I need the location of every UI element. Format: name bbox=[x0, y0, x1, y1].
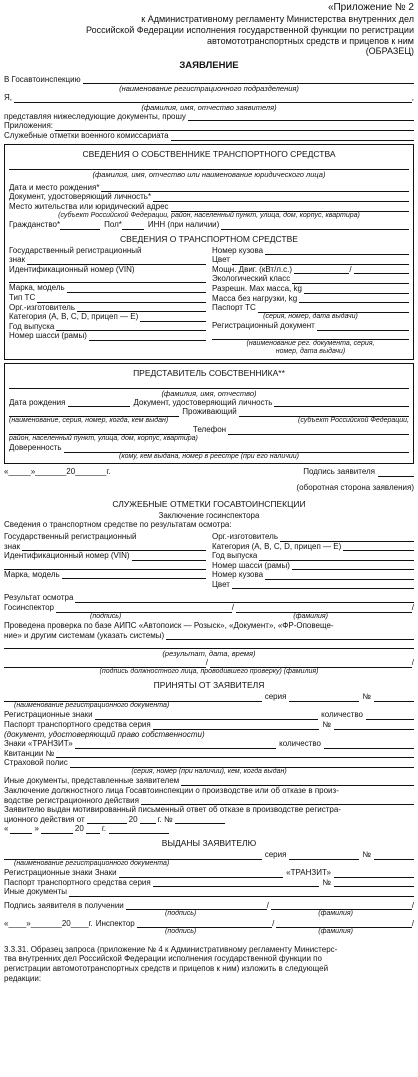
field-label: Год выпуска bbox=[212, 551, 258, 561]
field-label: Категория (A, B, C, D, прицеп — E) bbox=[9, 312, 139, 322]
field-label: Номер шасси (рамы) bbox=[9, 331, 87, 341]
sample-label: (ОБРАЗЕЦ) bbox=[365, 46, 414, 57]
military-field bbox=[4, 131, 414, 141]
conclusion-row bbox=[4, 796, 414, 806]
back-side-label: (оборотная сторона заявления) bbox=[296, 482, 414, 492]
conclusion-text: Заключение должностного лица Госавтоинспекции о производстве или об отказе в произ- bbox=[4, 785, 339, 795]
caption: (субъект Российской Федерации, район, населенный пункт, улица, дом, корпус, квартира) bbox=[58, 211, 360, 219]
caption: (фамилия) bbox=[293, 612, 328, 620]
address-label: Место жительства или юридический адрес bbox=[9, 201, 169, 211]
field-label: серия bbox=[264, 850, 287, 860]
caption: (серия, номер (при наличии), кем, когда выдан) bbox=[131, 767, 287, 775]
id-doc-field bbox=[9, 192, 409, 202]
caption: (наименование регистрационного документа) bbox=[14, 859, 170, 867]
field-label: Цвет bbox=[212, 255, 230, 265]
field-label: Страховой полис bbox=[4, 758, 68, 768]
field-label: № bbox=[362, 692, 371, 702]
gai-label: В Госавтоинспекцию bbox=[4, 74, 81, 84]
field-label: № bbox=[322, 719, 331, 729]
gai-field bbox=[4, 75, 414, 85]
receipt-signature-row: Подпись заявителя в получении / / bbox=[4, 900, 414, 910]
field-label: Государственный регистрационный bbox=[9, 245, 142, 255]
rep-birth-row bbox=[9, 398, 409, 408]
field-label: Подпись заявителя bbox=[303, 467, 375, 477]
section-heading: ПРИНЯТЫ ОТ ЗАЯВИТЕЛЯ bbox=[153, 680, 265, 691]
footer-paragraph bbox=[4, 945, 414, 983]
field-label: Дата рождения bbox=[9, 397, 66, 407]
field-label: Номер кузова bbox=[212, 245, 264, 255]
sub-heading: Заключение госинспектора bbox=[158, 510, 260, 520]
transit-row bbox=[4, 739, 414, 749]
field-label: Проживающий bbox=[182, 407, 237, 417]
field-label: Номер кузова bbox=[212, 570, 264, 580]
footer-line: редакции: bbox=[4, 973, 42, 983]
field-label: Регистрационные знаки Знаки bbox=[4, 868, 117, 878]
field-label: № bbox=[362, 850, 371, 860]
field-label: Цвет bbox=[212, 579, 230, 589]
insurance-row bbox=[4, 758, 414, 768]
docs-field bbox=[4, 112, 414, 122]
field-label: Подпись заявителя в получении bbox=[4, 900, 124, 910]
issued-other-row bbox=[4, 887, 414, 897]
ya-label: Я, bbox=[4, 93, 12, 103]
issued-date-row: «____»_______20____г. Инспектор / / bbox=[4, 918, 414, 928]
inspector-field: Госинспектор / / bbox=[4, 603, 415, 613]
caption: номер, дата выдачи) bbox=[275, 348, 346, 356]
field-label: Инспектор bbox=[95, 918, 135, 928]
section-heading: ВЫДАНЫ ЗАЯВИТЕЛЮ bbox=[161, 837, 257, 848]
field-label: знак bbox=[4, 541, 21, 551]
field-label: Мощн. Двиг. (кВт/л.с.) bbox=[212, 264, 293, 274]
field-label: Тип ТС bbox=[9, 293, 36, 303]
footer-line: регистрации автомототранспортных средств и прицепов к ним) изложить в следующей bbox=[4, 964, 329, 974]
plates-row bbox=[4, 710, 414, 720]
field-label: Орг.-изготовитель bbox=[9, 302, 75, 312]
trust-row bbox=[9, 443, 409, 453]
field-label: серия bbox=[264, 692, 287, 702]
inspection-right-col bbox=[212, 532, 414, 590]
rep-phone-row bbox=[9, 425, 409, 435]
field-label: «ТРАНЗИТ» bbox=[286, 868, 331, 878]
caption: (фамилия, имя, отчество заявителя) bbox=[141, 102, 277, 112]
field-label: Государственный регистрационный bbox=[4, 531, 137, 541]
birth-field bbox=[9, 183, 409, 193]
conclusion-text: водстве регистрационного действия bbox=[4, 795, 139, 805]
section-heading: ПРЕДСТАВИТЕЛЬ СОБСТВЕННИКА** bbox=[133, 367, 285, 378]
caption: (фамилия) bbox=[318, 910, 353, 918]
accepted-doc-row bbox=[4, 692, 414, 702]
caption: (фамилия, имя, отчество или наименование юридического лица) bbox=[92, 169, 326, 179]
quote-open: « bbox=[4, 824, 9, 834]
field-label: Иные документы bbox=[4, 887, 67, 897]
year-prefix: 20 bbox=[128, 814, 138, 824]
header-line: к Административному регламенту Министерства внутренних дел bbox=[141, 14, 414, 24]
issued-plates-row bbox=[4, 868, 414, 878]
quote-close: » bbox=[34, 824, 39, 834]
date-field: «_____»_______20_______г. bbox=[4, 467, 111, 477]
check-text: ние» и другим системам (указать системы) bbox=[4, 630, 165, 640]
date-field: «____»_______20____г. bbox=[4, 918, 93, 928]
field-label: количество bbox=[279, 739, 321, 749]
caption: (наименование, серия, номер, когда, кем выдан) bbox=[9, 416, 169, 424]
inspection-fields bbox=[4, 532, 414, 590]
vehicle-left-col bbox=[9, 246, 206, 357]
field-label: знак bbox=[9, 255, 26, 265]
field-label: Идентификационный номер (VIN) bbox=[4, 551, 130, 561]
caption: (подпись) bbox=[90, 612, 122, 620]
field-label: Идентификационный номер (VIN) bbox=[9, 264, 135, 274]
form-title: ЗАЯВЛЕНИЕ bbox=[179, 60, 239, 72]
field-label: Масса без нагрузки, kg bbox=[212, 293, 298, 303]
field-label: Марка, модель bbox=[4, 569, 60, 579]
field-label: количество bbox=[321, 710, 363, 720]
field-label: Марка, модель bbox=[9, 283, 65, 293]
docs-label: представляя нижеследующие документы, прошу bbox=[4, 111, 186, 121]
caption: (документ, удостоверяющий право собственности) bbox=[4, 729, 205, 739]
signature-row bbox=[4, 467, 414, 477]
check-text: Проведена проверка по базе АИПС «Автопоиск — Розыск», «Документ», «ФР-Оповеще- bbox=[4, 621, 334, 631]
field-label: Паспорт транспортного средства серия bbox=[4, 877, 151, 887]
section-heading: СЛУЖЕБНЫЕ ОТМЕТКИ ГОСАВТОИНСПЕКЦИИ bbox=[112, 498, 306, 509]
annex-number: «Приложение № 2 bbox=[327, 2, 414, 13]
rep-live-row bbox=[9, 407, 409, 417]
caption: (подпись) bbox=[165, 910, 197, 918]
caption: (результат, дата, время) bbox=[162, 649, 256, 659]
birth-label: Дата и место рождения* bbox=[9, 182, 100, 192]
field-label: Госинспектор bbox=[4, 603, 54, 613]
field-label: Паспорт транспортного средства серия bbox=[4, 719, 151, 729]
field-label: Номер шасси (рамы) bbox=[212, 560, 290, 570]
military-label: Служебные отметки военного комиссариата bbox=[4, 130, 169, 140]
caption: (наименование регистрационного подразделения) bbox=[119, 84, 299, 94]
vehicle-right-col: Номер кузова Цвет Мощн. Двиг. (кВт/л.с.) / Экологический класс Разрешн. Max масса, kg Масса без нагрузки, kg Паспорт ТС (серия, номер, дата выдачи) Регистрационный документ (наименование рег. документа, серия, номер, дата выдачи) bbox=[212, 246, 409, 357]
inspector-sign-captions bbox=[4, 928, 414, 936]
address-field bbox=[9, 202, 409, 212]
rep-caption-row bbox=[9, 417, 409, 425]
footer-line: тва внутренних дел Российской Федерации исполнения государственной функции по bbox=[4, 954, 322, 964]
field-label: № bbox=[322, 877, 331, 887]
section-heading: СВЕДЕНИЯ О СОБСТВЕННИКЕ ТРАНСПОРТНОГО СРЕДСТВА bbox=[82, 148, 336, 159]
footer-line: 3.3.31. Образец запроса (приложение № 4 к Административному регламенту Министерс- bbox=[4, 944, 338, 954]
field-label: Результат осмотра bbox=[4, 593, 74, 603]
applicant-field: Я, , bbox=[4, 93, 414, 103]
field-label: Паспорт ТС bbox=[212, 303, 256, 313]
caption: (наименование регистрационного документа) bbox=[14, 702, 170, 709]
issued-pts-row bbox=[4, 878, 414, 888]
caption: (субъект Российской Федерации, bbox=[298, 416, 409, 424]
refusal-text: ционного действия от bbox=[4, 814, 85, 824]
inspection-left-col bbox=[4, 532, 206, 590]
header-line: Российской Федерации исполнения государственной функции по регистрации bbox=[86, 24, 414, 35]
receipt-row bbox=[4, 749, 414, 759]
other-docs-row bbox=[4, 776, 414, 786]
attachments-label: Приложения: bbox=[4, 121, 54, 131]
citizen-label: Гражданство* bbox=[9, 219, 61, 229]
refusal-row bbox=[4, 815, 414, 825]
year-prefix: 20 bbox=[74, 824, 84, 834]
vehicle-fields bbox=[9, 246, 409, 357]
header-line: автомототранспортных средств и прицепов к ним bbox=[206, 35, 414, 46]
caption: (фамилия) bbox=[318, 928, 353, 936]
caption: (фамилия, имя, отчество) bbox=[161, 388, 257, 398]
inn-label: ИНН (при наличии) bbox=[147, 219, 220, 229]
field-label: Знаки «ТРАНЗИТ» bbox=[4, 739, 73, 749]
id-doc-label: Документ, удостоверяющий личность* bbox=[9, 192, 152, 202]
field-label: Разрешн. Max масса, kg bbox=[212, 284, 302, 294]
attachments-field bbox=[4, 121, 414, 131]
annex-header bbox=[4, 2, 414, 57]
intro-text: Сведения о транспортном средстве по результатам осмотра: bbox=[4, 520, 232, 530]
receipt-captions bbox=[4, 910, 414, 918]
year-suffix: г. bbox=[101, 824, 106, 834]
owner-section bbox=[4, 144, 414, 360]
check-field bbox=[4, 631, 414, 641]
field-label: Квитанции № bbox=[4, 748, 55, 758]
sex-label: Пол* bbox=[104, 219, 122, 229]
field-label: Телефон bbox=[192, 425, 227, 435]
issued-doc-row bbox=[4, 850, 414, 860]
caption: (серия, номер, дата выдачи) bbox=[263, 312, 358, 320]
field-label: Регистрационные знаки bbox=[4, 710, 93, 720]
field-label: Доверенность bbox=[9, 443, 62, 453]
field-label: Категория (A, B, C, D, прицеп — E) bbox=[212, 541, 342, 551]
field-label: Экологический класс bbox=[212, 274, 291, 284]
field-label: Орг.-изготовитель bbox=[212, 531, 278, 541]
accepted-date-row bbox=[4, 824, 414, 834]
field-label: Год выпуска bbox=[9, 321, 55, 331]
refusal-text: г. № bbox=[157, 814, 173, 824]
section-heading: СВЕДЕНИЯ О ТРАНСПОРТНОМ СРЕДСТВЕ bbox=[120, 233, 298, 244]
field-label: Иные документы, представленные заявителем bbox=[4, 776, 180, 786]
field-label: Регистрационный документ bbox=[212, 321, 315, 331]
caption: (подпись) bbox=[165, 928, 197, 936]
caption: район, населенный пункт, улица, дом, корпус, квартира) bbox=[9, 434, 198, 442]
document-page: «Приложение № 2 к Административному регламенту Министерства внутренних дел Российской Федерации исполнения государственной функции по регистрации автомототранспортных средств и прицепов к ним (ОБРАЗЕЦ) ЗАЯВЛЕНИЕ В Госавтоинспекцию (наименование регистрационного подразделения) Я, , (фамилия, имя, отчество заявителя) представляя нижеследующие документы, прошу Приложения: Служебные отметки военного комиссариата СВЕДЕНИЯ О СОБСТВЕННИКЕ ТРАНСПОРТНОГО СРЕДСТВА (фамилия, имя, отчество или наименование юридического лица) Дата и место рождения* Документ, удостоверяющий личность* Место жительства или юридический адрес (субъект Российской Федерации, район, населенный пункт, улица, дом, корпус, квартира) Гражданство* Пол* ИНН (при наличии) СВЕДЕНИЯ О ТРАНСПОРТНОМ СРЕДСТВЕ Государственный регистрационный знак Идентификационный номер (VIN) Марка, модель Тип ТС Орг.-изготовитель Категория (A, B, C, D, прицеп — E) Год выпуска Номер шасси (рамы) Номер кузова Цвет Мощн. Двиг. (кВт/л.с.) / Экологический класс Разрешн. Max масса, kg Масса без нагрузки, kg Паспорт ТС (серия, номер, дата выдачи) Регистрационный документ (наименование рег. документа, серия, номер, дата выдачи) ПРЕДСТАВИТЕЛЬ СОБСТВЕННИКА** (фамилия, имя, отчество) Дата рождения Документ, удостоверяющий личность Проживающий (наименование, серия, номер, когда, кем выдан) (субъект Российской Федерации, Телефон район, населенный пункт, улица, дом, корпус, квартира) Доверенность (кому, кем выдана, номер в реестре (при его наличии) «_____»_______20_______г. Подпись заявителя (оборотная сторона заявления) СЛУЖЕБНЫЕ ОТМЕТКИ ГОСАВТОИНСПЕКЦИИ Заключение госинспектора Сведения о транспортном средстве по результатам осмотра: Государственный регистрационный знак Идентификационный номер (VIN) Марка, модель Орг.-изготовитель Категория (A, B, C, D, прицеп — E) Год выпуска Номер шасси (рамы) Номер кузова Цвет Результат осмотра Госинспектор / / (подпись) (фамилия) Проведена проверка по базе АИПС «Автопоиск — Розыск», «Документ», «ФР-Оповеще- ние» и другим системам (указать системы) (результат, дата, время) / / (подпись должностного лица, проводившего проверку) (фамилия) ПРИНЯТЫ ОТ ЗАЯВИТЕЛЯ серия № (наименование регистрационного документа) Регистрационные знаки количество Паспорт транспортного средства серия № (документ, удостоверяющий право собственности) Знаки «ТРАНЗИТ» количество Квитанции № Страховой полис (серия, номер (при наличии), кем, когда выдан) Иные документы, представленные заявителем Заключение должностного лица Госавтоинспекции о производстве или об отказе в произ- водстве регистрационного действия Заявителю выдан мотивированный письменный ответ об отказе в производстве регистра- ционного действия от 20 г. № « » 20 г. ВЫДАНЫ ЗАЯВИТЕЛЮ серия № (наименование регистрационного документа) Регистрационные знаки Знаки «ТРАНЗИТ» Паспорт транспортного средства серия № Иные документы Подпись заявителя в получении / / (подпись) (фамилия) «____»_______20____г. Инспектор / / (подпись) (фамилия) 3.3.31. Образец запроса (приложение № 4 к Административному регламенту Министерс- тва внутренних дел Российской Федерации исполнения государственной функции по регистрации автомототранспортных средств и прицепов к ним) изложить в следующей редакции: bbox=[4, 2, 415, 983]
pts-row bbox=[4, 720, 414, 730]
caption: (наименование рег. документа, серия, bbox=[246, 339, 375, 347]
caption: (кому, кем выдана, номер в реестре (при его наличии) bbox=[119, 452, 299, 460]
caption: (подпись должностного лица, проводившего проверку) (фамилия) bbox=[99, 667, 319, 675]
representative-section bbox=[4, 363, 414, 465]
refusal-text: Заявителю выдан мотивированный письменный ответ об отказе в производстве регистра- bbox=[4, 805, 341, 815]
field-label: Документ, удостоверяющий личность bbox=[133, 397, 273, 407]
result-field bbox=[4, 593, 414, 603]
citizen-row bbox=[9, 220, 409, 230]
inspector-captions bbox=[4, 613, 414, 621]
